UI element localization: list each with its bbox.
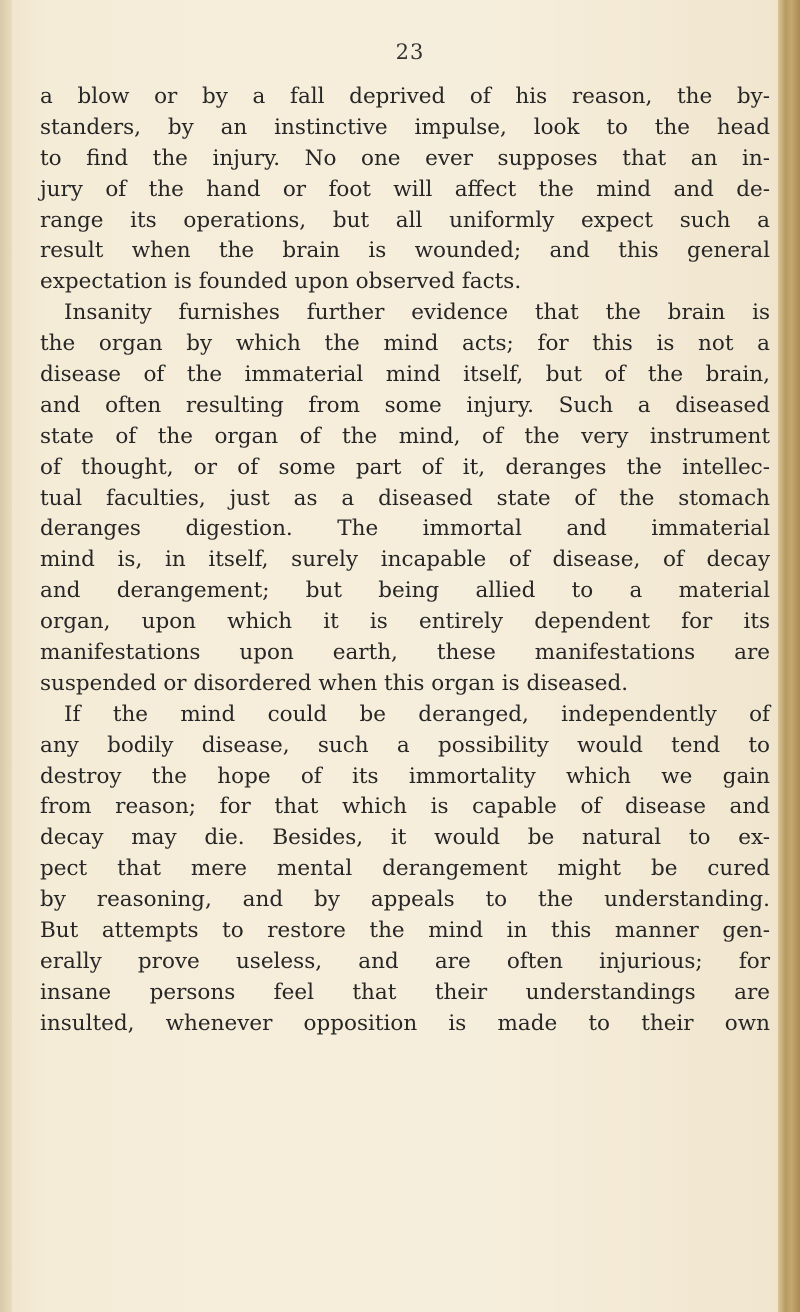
text-line: by reasoning, and by appeals to the understanding. <box>40 887 770 913</box>
text-line: disease of the immaterial mind itself, but of the brain, <box>40 362 770 388</box>
text-line: manifestations upon earth, these manifestations are <box>40 640 770 666</box>
text-line: the organ by which the mind acts; for this is not a <box>40 331 770 357</box>
text-line: standers, by an instinctive impulse, look to the head <box>40 114 770 140</box>
text-line: pect that mere mental derangement might be cured <box>40 856 770 882</box>
text-line: destroy the hope of its immortality which we gain <box>40 763 770 789</box>
text-line: insulted, whenever opposition is made to their own <box>40 1010 770 1036</box>
text-line: expectation is founded upon observed facts. <box>40 269 522 295</box>
text-line: and often resulting from some injury. Such a diseased <box>40 392 770 418</box>
text-line: If the mind could be deranged, independently of <box>64 701 770 727</box>
text-line: suspended or disordered when this organ is diseased. <box>40 670 629 696</box>
text-line: erally prove useless, and are often injurious; for <box>40 948 770 974</box>
text-line: any bodily disease, such a possibility would tend to <box>40 732 770 758</box>
text-line: Insanity furnishes further evidence that the brain is <box>64 300 770 326</box>
text-line: and derangement; but being allied to a material <box>40 578 770 604</box>
text-line: deranges digestion. The immortal and immaterial <box>40 516 770 542</box>
text-line: result when the brain is wounded; and this general <box>40 238 770 264</box>
text-line: a blow or by a fall deprived of his reason, the by- <box>40 84 770 109</box>
text-line: of thought, or of some part of it, deranges the intellec- <box>40 454 770 480</box>
text-line: state of the organ of the mind, of the very instrument <box>40 423 770 449</box>
text-line: organ, upon which it is entirely dependent for its <box>40 609 770 635</box>
text-line: jury of the hand or foot will affect the mind and de- <box>40 176 770 202</box>
text-line: from reason; for that which is capable of disease and <box>40 794 770 820</box>
text-line: tual faculties, just as a diseased state of the stomach <box>40 485 770 511</box>
page-gutter <box>0 0 12 1312</box>
text-line: decay may die. Besides, it would be natural to ex- <box>40 825 770 851</box>
text-line: But attempts to restore the mind in this manner gen- <box>40 918 770 944</box>
text-line: insane persons feel that their understandings are <box>40 979 770 1005</box>
text-line: mind is, in itself, surely incapable of disease, of decay <box>40 547 770 573</box>
text-line: range its operations, but all uniformly expect such a <box>40 207 770 233</box>
page-number: 23 <box>395 40 425 64</box>
page-edge-binding <box>778 0 800 1312</box>
body-text <box>40 82 770 1040</box>
text-line: to find the injury. No one ever supposes that an in- <box>40 145 770 171</box>
